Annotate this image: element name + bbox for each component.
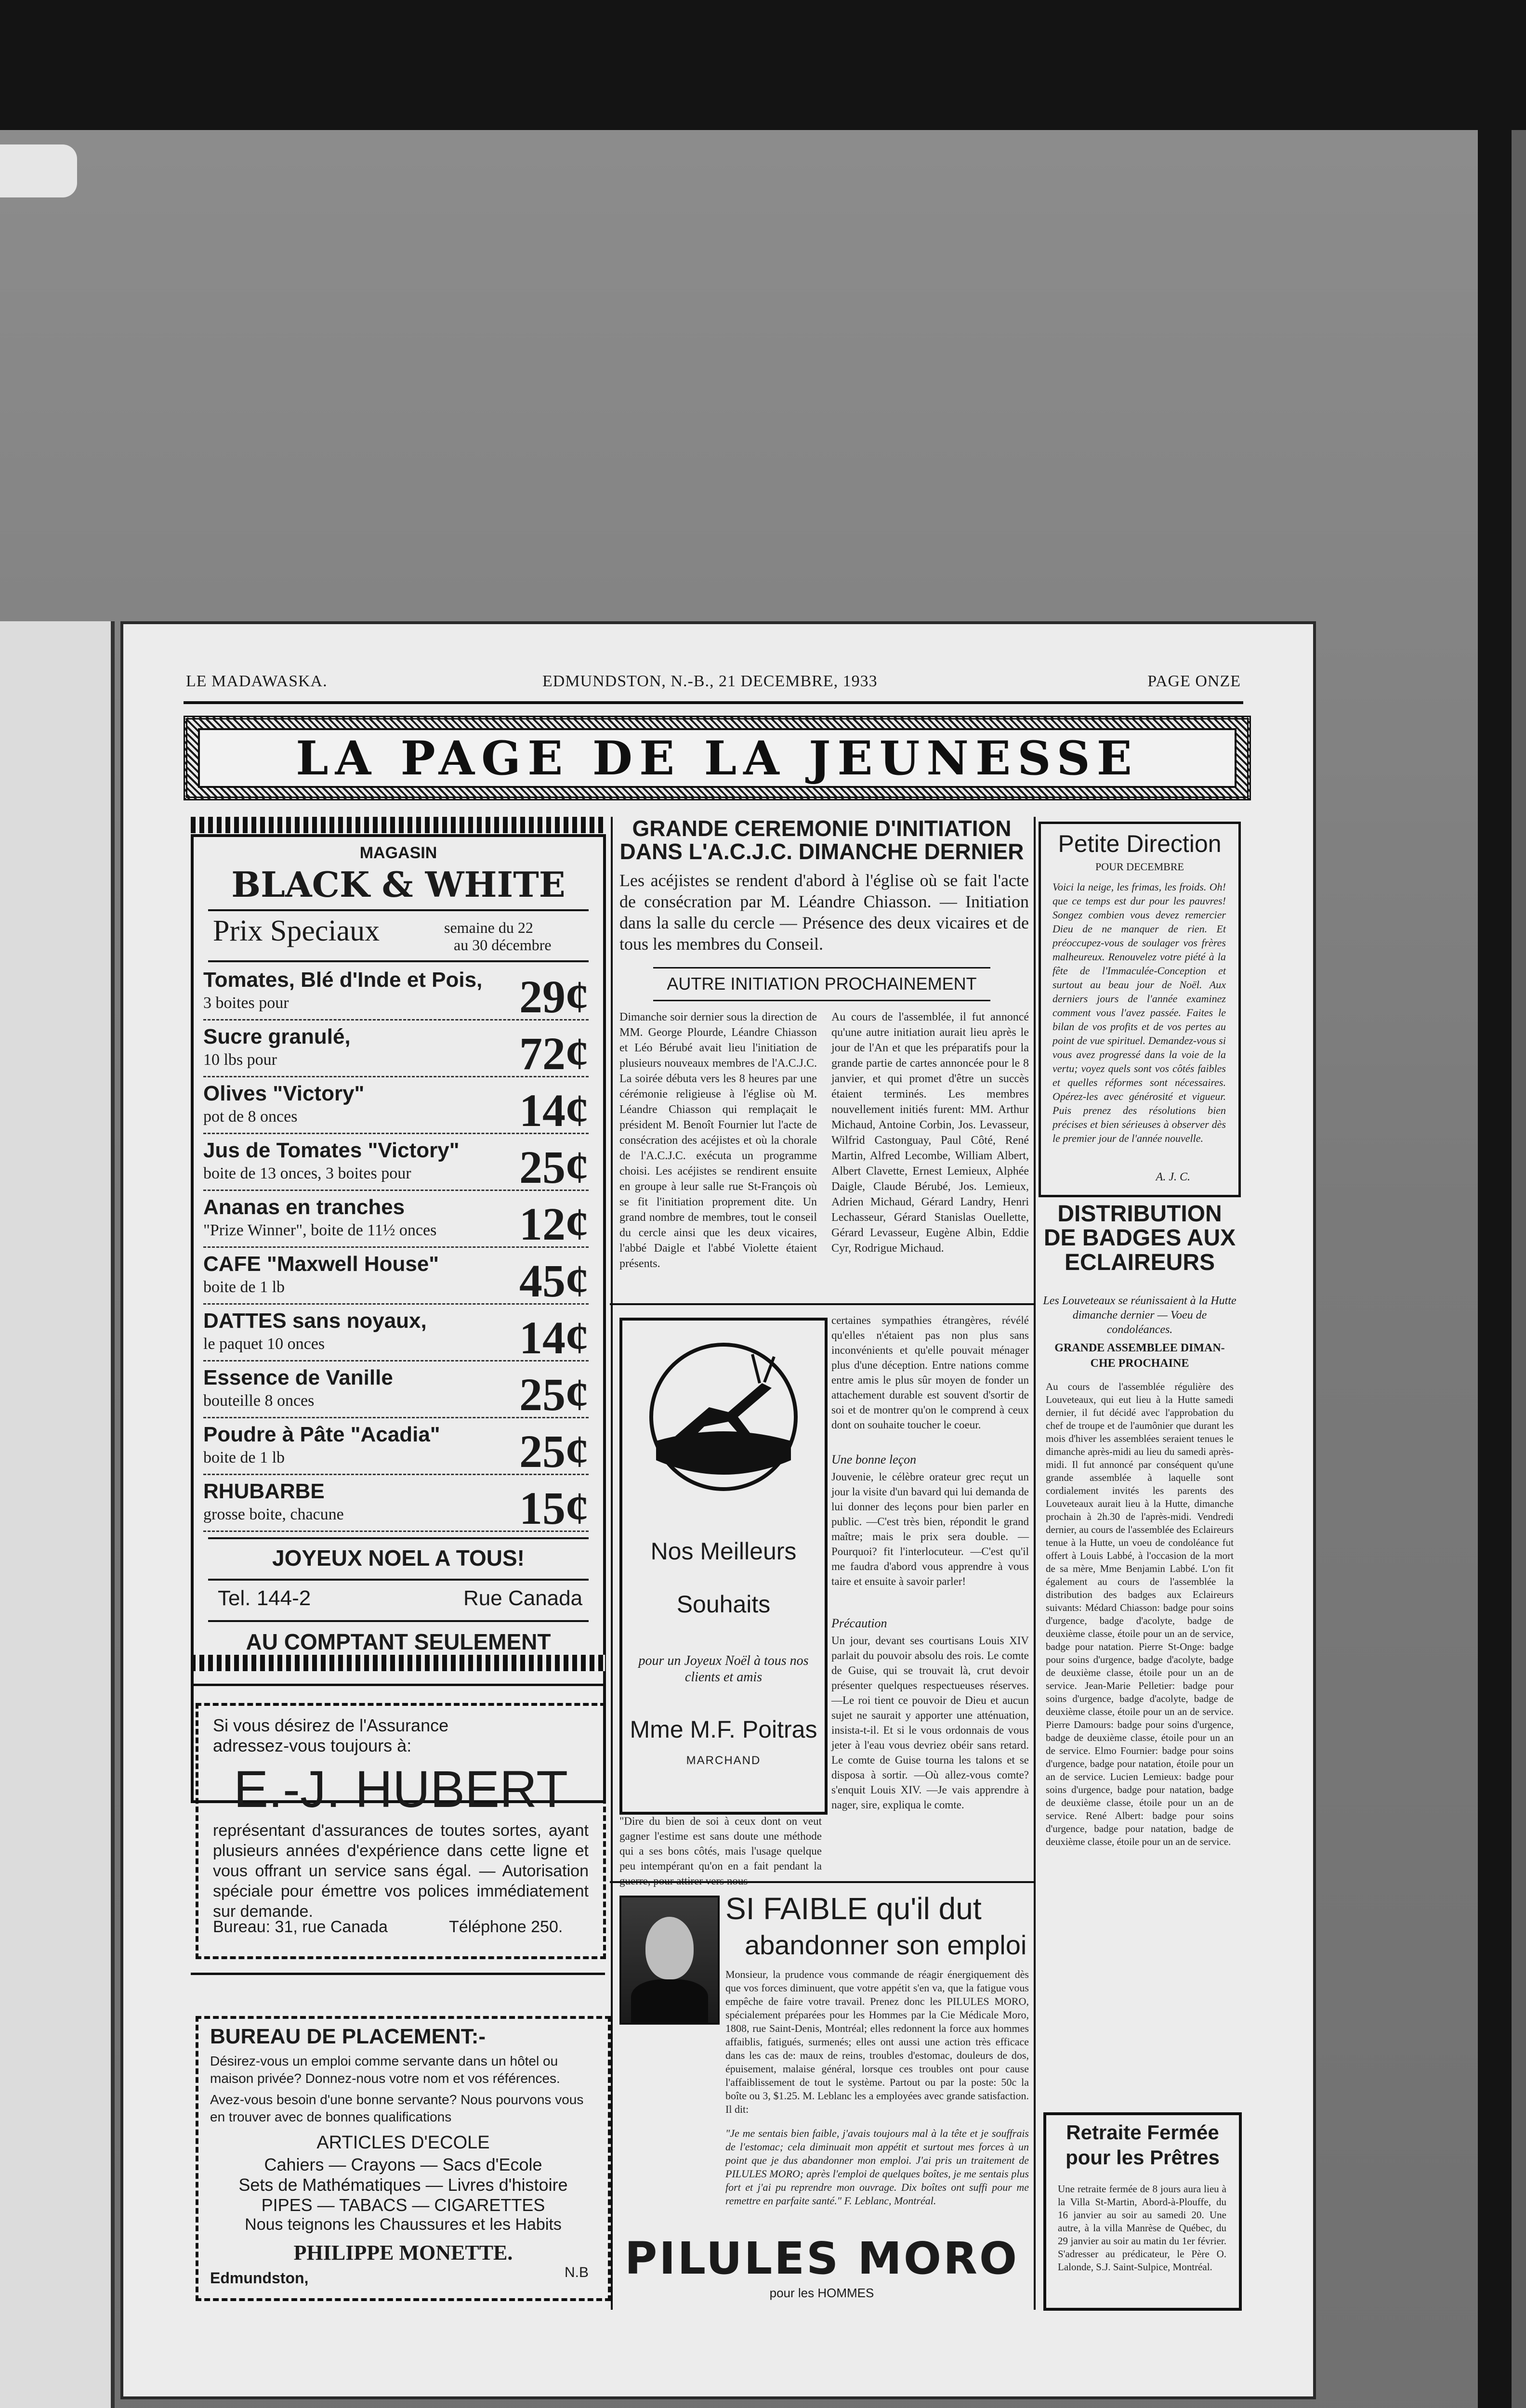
badges-sub-1: GRANDE ASSEMBLEE DIMAN- [1054, 1342, 1225, 1354]
poitras-role: MARCHAND [686, 1754, 761, 1767]
store-street: Rue Canada [463, 1586, 583, 1610]
articles-line-2: Sets de Mathématiques — Livres d'histoire [238, 2175, 568, 2195]
price-item-sub: pot de 8 onces [203, 1108, 298, 1125]
price-item-name: Poudre à Pâte "Acadia" [203, 1423, 440, 1446]
film-notch [0, 144, 77, 197]
hubert-bureau: Bureau: 31, rue Canada [213, 1918, 388, 1936]
fable-heading-1: Une bonne leçon [831, 1453, 917, 1466]
articles-line-1: Cahiers — Crayons — Sacs d'Ecole [264, 2155, 542, 2174]
price-item-price: 15¢ [519, 1482, 589, 1534]
price-item-name: DATTES sans noyaux, [203, 1309, 427, 1333]
placement-nb: N.B [564, 2264, 589, 2280]
price-item [203, 1420, 589, 1475]
price-item-price: 25¢ [519, 1141, 589, 1193]
poitras-ad [619, 1318, 828, 1815]
price-item [203, 965, 589, 1021]
price-item-name: Tomates, Blé d'Inde et Pois, [203, 968, 483, 992]
placement-ad [196, 2016, 611, 2301]
dates-line-2: au 30 décembre [454, 936, 552, 954]
price-item [203, 1249, 589, 1305]
moro-headline-2: abandonner son emploi [745, 1930, 1027, 1960]
placement-line-1: Désirez-vous un emploi comme servante dans un hôtel ou maison privée? Donnez-nous votre nom et vos références. [210, 2054, 560, 2086]
moro-headline-1: SI FAIBLE qu'il dut [725, 1891, 982, 1926]
price-item-price: 12¢ [519, 1198, 589, 1250]
retraite-text: Une retraite fermée de 8 jours aura lieu à la Villa St-Martin, Abord-à-Plouffe, du 16 janvier au soir au samedi 20. Une autre, à la villa Manrèse de Québec, du 29 janvier au soir au matin du 1er février. S'adresser au prédicateur, le Père O. Lalonde, S.J. Saint-Sulpice, Montréal. [1058, 2183, 1226, 2273]
price-item-sub: boite de 13 onces, 3 boites pour [203, 1165, 411, 1182]
fable-text-1: certaines sympathies étrangères, révélé qu'elles n'étaient pas non plus sans inconvénients et qu'elle pouvait ménager plus d'une déception. Entre nations comme entre amis le plus sûr moyen de fonder un attachement durable est souvent d'sortir de soi et de montrer qu'on le comprend à ceux dont on souhaite toucher le coeur. [831, 1314, 1029, 1431]
price-item [203, 1192, 589, 1248]
price-item [203, 1477, 589, 1532]
ad-magasin: MAGASIN [359, 844, 437, 862]
badges-text: Au cours de l'assemblée régulière des Louveteaux, qui eut lieu à la Hutte samedi dernier, il fut décidé avec l'approbation du chef de troupe et de l'aumônier que durant les mois d'hiver les assemblées seraient tenues le dimanche après-midi au lieu du samedi après-midi. Il fut annoncé par conséquent qu'une grande assemblée à laquelle sont cordialement invités les parents des Louveteaux aurait lieu à la Hutte, dimanche prochain à 2h.30 de l'après-midi. Vendredi dernier, au cours de l'assemblée des Eclaireurs tenue à la Hutte, un voeu de condoléance fut offert à Louis Labbé, à l'occasion de la mort de sa mère, Mme Benjamin Labbé. L'on fit également au cours de l'assemblée la distribution des badges aux Eclaireurs suivants: Médard Chiasson: badge pour soins d'urgence, badge d'acolyte, badge de deuxième classe, étoile pour un an de service, badge pour natation. Pierre St-Onge: badge pour soins d'urgence, badge d'acolyte, badge de deuxième classe, étoile pour un an de service. Jean-Marie Pelletier: badge pour soins d'urgence, badge d'acolyte, badge de deuxième classe, étoile pour un an de service. Pierre Damours: badge pour soins d'urgence, badge de deuxième classe, étoile pour un an de service. Elmo Fournier: badge pour soins d'urgence, badge pour natation, étoile pour un an de service. Lucien Lemieux: badge pour soins d'urgence, badge pour natation, badge de deuxième classe, étoile pour un an de service. René Albert: badge pour soins d'urgence, badge pour natation, badge de deuxième classe, étoile pour un an de service. [1046, 1381, 1234, 1847]
price-item [203, 1363, 589, 1418]
hubert-insurance-ad [196, 1703, 606, 1959]
petite-direction-title: Petite Direction [1058, 830, 1222, 857]
joyeux-noel: JOYEUX NOEL A TOUS! [272, 1545, 525, 1570]
price-item-price: 29¢ [519, 971, 589, 1022]
newspaper-page [120, 621, 1316, 2399]
main-article-col-1: Dimanche soir dernier sous la direction de MM. George Plourde, Léandre Chiasson et Léo Bérubé avait lieu l'initiation de plusieurs nouveaux membres de l'A.C.J.C. La soirée débuta vers les 8 heures par une cérémonie religieuse à l'église où M. Léandre Chiasson qui remplaçait le président M. Benoît Fournier lut l'acte de consécration des acéjistes et où la chorale de l'A.C.J.C. exécuta un programme choisi. Les acéjistes se rendirent ensuite en groupe à leur salle rue St-François où se fit l'initiation proprement dite. Un grand nombre de membres, tout le conseil du cercle ainsi que les deux vicaires, l'abbé Daigle et l'abbé Violette étaient présents. [619, 1011, 817, 1270]
placement-line-2: Avez-vous besoin d'une bonne servante? Nous pourvons vous en trouver avec de bonnes qualifications [210, 2092, 584, 2124]
price-item-sub: 3 boites pour [203, 994, 289, 1012]
adjacent-page-edge [0, 621, 115, 2408]
ornament-border-bottom [191, 1655, 605, 1671]
hubert-body: représentant d'assurances de toutes sortes, ayant plusieurs années d'expérience dans cette ligne et vous offrant un service sans égal. — Autorisation spéciale pour émettre vos polices immédiatement sur demande. [213, 1821, 589, 1921]
price-item-price: 72¢ [519, 1028, 589, 1079]
hubert-intro-2: adressez-vous toujours à: [213, 1736, 412, 1755]
price-item [203, 1022, 589, 1077]
badges-sub-2: CHE PROCHAINE [1090, 1357, 1189, 1370]
page-number: PAGE ONZE [1147, 672, 1241, 690]
placement-title: BUREAU DE PLACEMENT:- [210, 2025, 486, 2048]
dates-line-1: semaine du 22 [444, 919, 533, 936]
price-item-name: Jus de Tomates "Victory" [203, 1139, 460, 1162]
dateline: EDMUNDSTON, N.-B., 21 DECEMBRE, 1933 [542, 672, 878, 690]
store-telephone: Tel. 144-2 [218, 1586, 311, 1610]
masthead-rule [184, 701, 1243, 704]
main-subhead: AUTRE INITIATION PROCHAINEMENT [667, 974, 977, 994]
fable-text-3: Un jour, devant ses courtisans Louis XIV parlait du pouvoir absolu des rois. Le comte de Guise, qui se trouvait là, crut devoir présenter quelques respectueuses réserves. —Le roi tient ce pouvoir de Dieu et aucun sujet ne saurait y apporter une atténuation, insista-t-il. Et si le vous ordonnais de vous jeter à l'eau vous devriez obéir sans retard. Le comte de Guise tourna les talons et se disposa à sortir. —Où allez-vous comte? s'enquit Louis XIV. —Je vais apprendre à nager, sire, expliqua le comte. [831, 1635, 1029, 1811]
gazelle-emblem-icon [642, 1335, 805, 1499]
articles-line-4: Nous teignons les Chaussures et les Habits [245, 2215, 562, 2234]
price-item-sub: le paquet 10 onces [203, 1335, 325, 1353]
price-item [203, 1306, 589, 1361]
price-item-sub: boite de 1 lb [203, 1278, 285, 1296]
section-banner [184, 716, 1251, 800]
price-item [203, 1136, 589, 1191]
price-item-name: CAFE "Maxwell House" [203, 1252, 439, 1276]
main-deck: Les acéjistes se rendent d'abord à l'église où se fait l'acte de consécration par M. Léandre Chiasson. — Initiation dans la salle du cercle — Présence des deux vicaires et de tous les membres du Conseil. [619, 871, 1029, 954]
price-item-sub: "Prize Winner", boite de 11½ onces [203, 1221, 437, 1239]
price-item-sub: boite de 1 lb [203, 1449, 285, 1466]
comptant-seulement: AU COMPTANT SEULEMENT [246, 1629, 551, 1654]
price-item-name: Olives "Victory" [203, 1082, 365, 1105]
placement-town: Edmundston, [210, 2269, 309, 2287]
price-item-price: 25¢ [519, 1426, 589, 1477]
price-item-name: Ananas en tranches [203, 1195, 405, 1219]
moro-quote: "Je me sentais bien faible, j'avais toujours mal à la tête et je souffrais de l'estomac; cela diminuait mon appétit et surtout mes forces à un point que je dus abandonner mon emploi. J'ai pris un traitement de PILULES MORO; après l'emploi de quelques boîtes, je me sentais plus fort et j'ai pu reprendre mon ouvrage. Dix boîtes ont suffi pour me remettre en parfaite santé." F. Leblanc, Montréal. [725, 2127, 1029, 2207]
price-item-price: 14¢ [519, 1312, 589, 1363]
hubert-name: E.-J. HUBERT [233, 1760, 568, 1818]
main-article-col-2: Au cours de l'assemblée, il fut annoncé qu'une autre initiation aurait lieu après le jour de l'An et que les préparatifs pour la grande partie de cartes annoncée pour le 8 janvier, et qui promet d'être un succès étaient terminés. Les membres nouvellement initiés furent: MM. Arthur Michaud, Antoine Corbin, Jos. Levasseur, Wilfrid Castonguay, Paul Côté, René Martin, Alfred Lecombe, William Albert, Albert Clavette, Ernest Lemieux, Alphée Daigle, Claude Bérubé, Jos. Lemieux, Adrien Michaud, Gérard Landry, Henri Lechasseur, Gérard Stanislas Ouellette, Gérard Levasseur, Eugène Albin, Eddie Cyr, Rodrigue Michaud. [831, 1011, 1029, 1255]
portrait-photo [619, 1896, 720, 2025]
price-item [203, 1079, 589, 1134]
monette-name: PHILIPPE MONETTE. [293, 2241, 513, 2264]
price-item-price: 25¢ [519, 1369, 589, 1420]
fable-text-2: Jouvenie, le célèbre orateur grec reçut un jour la visite d'un bavard qui lui demanda de lui donner des leçons pour bien parler en public. —C'est très bien, répondit le grand maître; mais le prix sera double. —Pourquoi? fit l'interlocuteur. —C'est qu'il me faudra d'abord vous apprendre à vous taire et ensuite à savoir parler! [831, 1471, 1029, 1587]
film-right-edge [1512, 130, 1526, 2408]
price-item-sub: bouteille 8 onces [203, 1392, 315, 1410]
hubert-intro-1: Si vous désirez de l'Assurance [213, 1715, 449, 1735]
hubert-telephone: Téléphone 250. [449, 1918, 563, 1936]
price-item-price: 45¢ [519, 1255, 589, 1307]
poitras-name: Mme M.F. Poitras [630, 1716, 817, 1743]
poitras-line-1: Nos Meilleurs [650, 1538, 797, 1565]
fable-heading-2: Précaution [831, 1616, 887, 1630]
petite-direction-sign: A. J. C. [1156, 1171, 1190, 1183]
ornament-border-top [191, 817, 605, 833]
badges-deck: Les Louveteaux se réunissaient à la Hutte dimanche dernier — Voeu de condoléances. [1043, 1295, 1237, 1336]
price-item-sub: 10 lbs pour [203, 1051, 277, 1069]
price-item-name: Sucre granulé, [203, 1025, 351, 1048]
moro-body: Monsieur, la prudence vous commande de réagir énergiquement dès que vos forces diminuent, que votre appétit s'en va, que la fatigue vous empêche de faire votre travail. Prenez donc les PILULES MORO, spécialement préparées pour les Hommes par la Cie Médicale Moro, 1808, rue Saint-Denis, Montréal; elles redonnent la force aux hommes affaiblis, fatigués, surmenés; elles ont aussi une action très efficace dans les cas de: maux de reins, troubles d'estomac, douleurs de dos, épuisement, malaise général, lorsque ces troubles ont pour cause l'affaiblissement de tout le système. Partout ou par la poste: 50c la boîte ou 3, $1.25. M. Leblanc les a employées avec grande satisfaction. Il dit: [725, 1968, 1029, 2115]
banner-title: LA PAGE DE LA JEUNESSE [296, 731, 1139, 785]
paper-name: LE MADAWASKA. [186, 672, 328, 690]
retraite-title-2: pour les Prêtres [1066, 2146, 1220, 2169]
price-item-name: RHUBARBE [203, 1479, 325, 1503]
petite-direction-text: Voici la neige, les frimas, les froids. Oh! que ce temps est dur pour les pauvres! Songez combien vous devez remercier Dieu de ne manquer de rien. Et préoccupez-vous de soulager vos frères malheureux. Renouvelez votre piété à la fête de l'Immaculée-Conception et surtout au beau jour de Noël. Aux derniers jours de l'année examinez comment vous l'avez passée. Faites le bilan de vos profits et de vos pertes au point de vue spirituel. Demandez-vous si vous avez progressé dans la voie de la vertu; voyez quels sont vos côtés faibles et quelles réformes sont nécessaires. Opérez-les avec générosité et vigueur. Puis prenez des résolutions bien précises et bien sérieuses à observer dès le premier jour de l'année nouvelle. [1052, 881, 1226, 1144]
poitras-line-2: Souhaits [676, 1591, 771, 1618]
store-name: BLACK & WHITE [231, 864, 566, 905]
articles-line-3: PIPES — TABACS — CIGARETTES [261, 2195, 545, 2215]
retraite-title-1: Retraite Fermée [1066, 2121, 1219, 2144]
price-item-sub: grosse boite, chacune [203, 1505, 344, 1523]
petite-direction-box [1039, 822, 1241, 1197]
fable-bottom: "Dire du bien de soi à ceux dont on veut gagner l'estime est sans doute une méthode qui a ses bons côtés, mais l'usage quelque peu intempérant qu'on en a fait pendant la [619, 1815, 822, 1872]
petite-direction-sub: POUR DECEMBRE [1095, 861, 1184, 873]
poitras-line-3: pour un Joyeux Noël à tous nos clients et amis [638, 1653, 809, 1685]
articles-ecole: ARTICLES D'ECOLE [316, 2133, 490, 2153]
moro-brand: PILULES MORO [624, 2233, 1019, 2284]
main-headline: GRANDE CEREMONIE D'INITIATION DANS L'A.C.J.C. DIMANCHE DERNIER [619, 816, 1024, 864]
moro-for: pour les HOMMES [769, 2286, 874, 2300]
price-item-price: 14¢ [519, 1085, 589, 1136]
retraite-box [1043, 2112, 1242, 2311]
prix-speciaux: Prix Speciaux [213, 915, 380, 947]
badges-headline: DISTRIBUTION DE BADGES AUX ECLAIREURS [1043, 1201, 1236, 1275]
price-item-name: Essence de Vanille [203, 1366, 393, 1389]
